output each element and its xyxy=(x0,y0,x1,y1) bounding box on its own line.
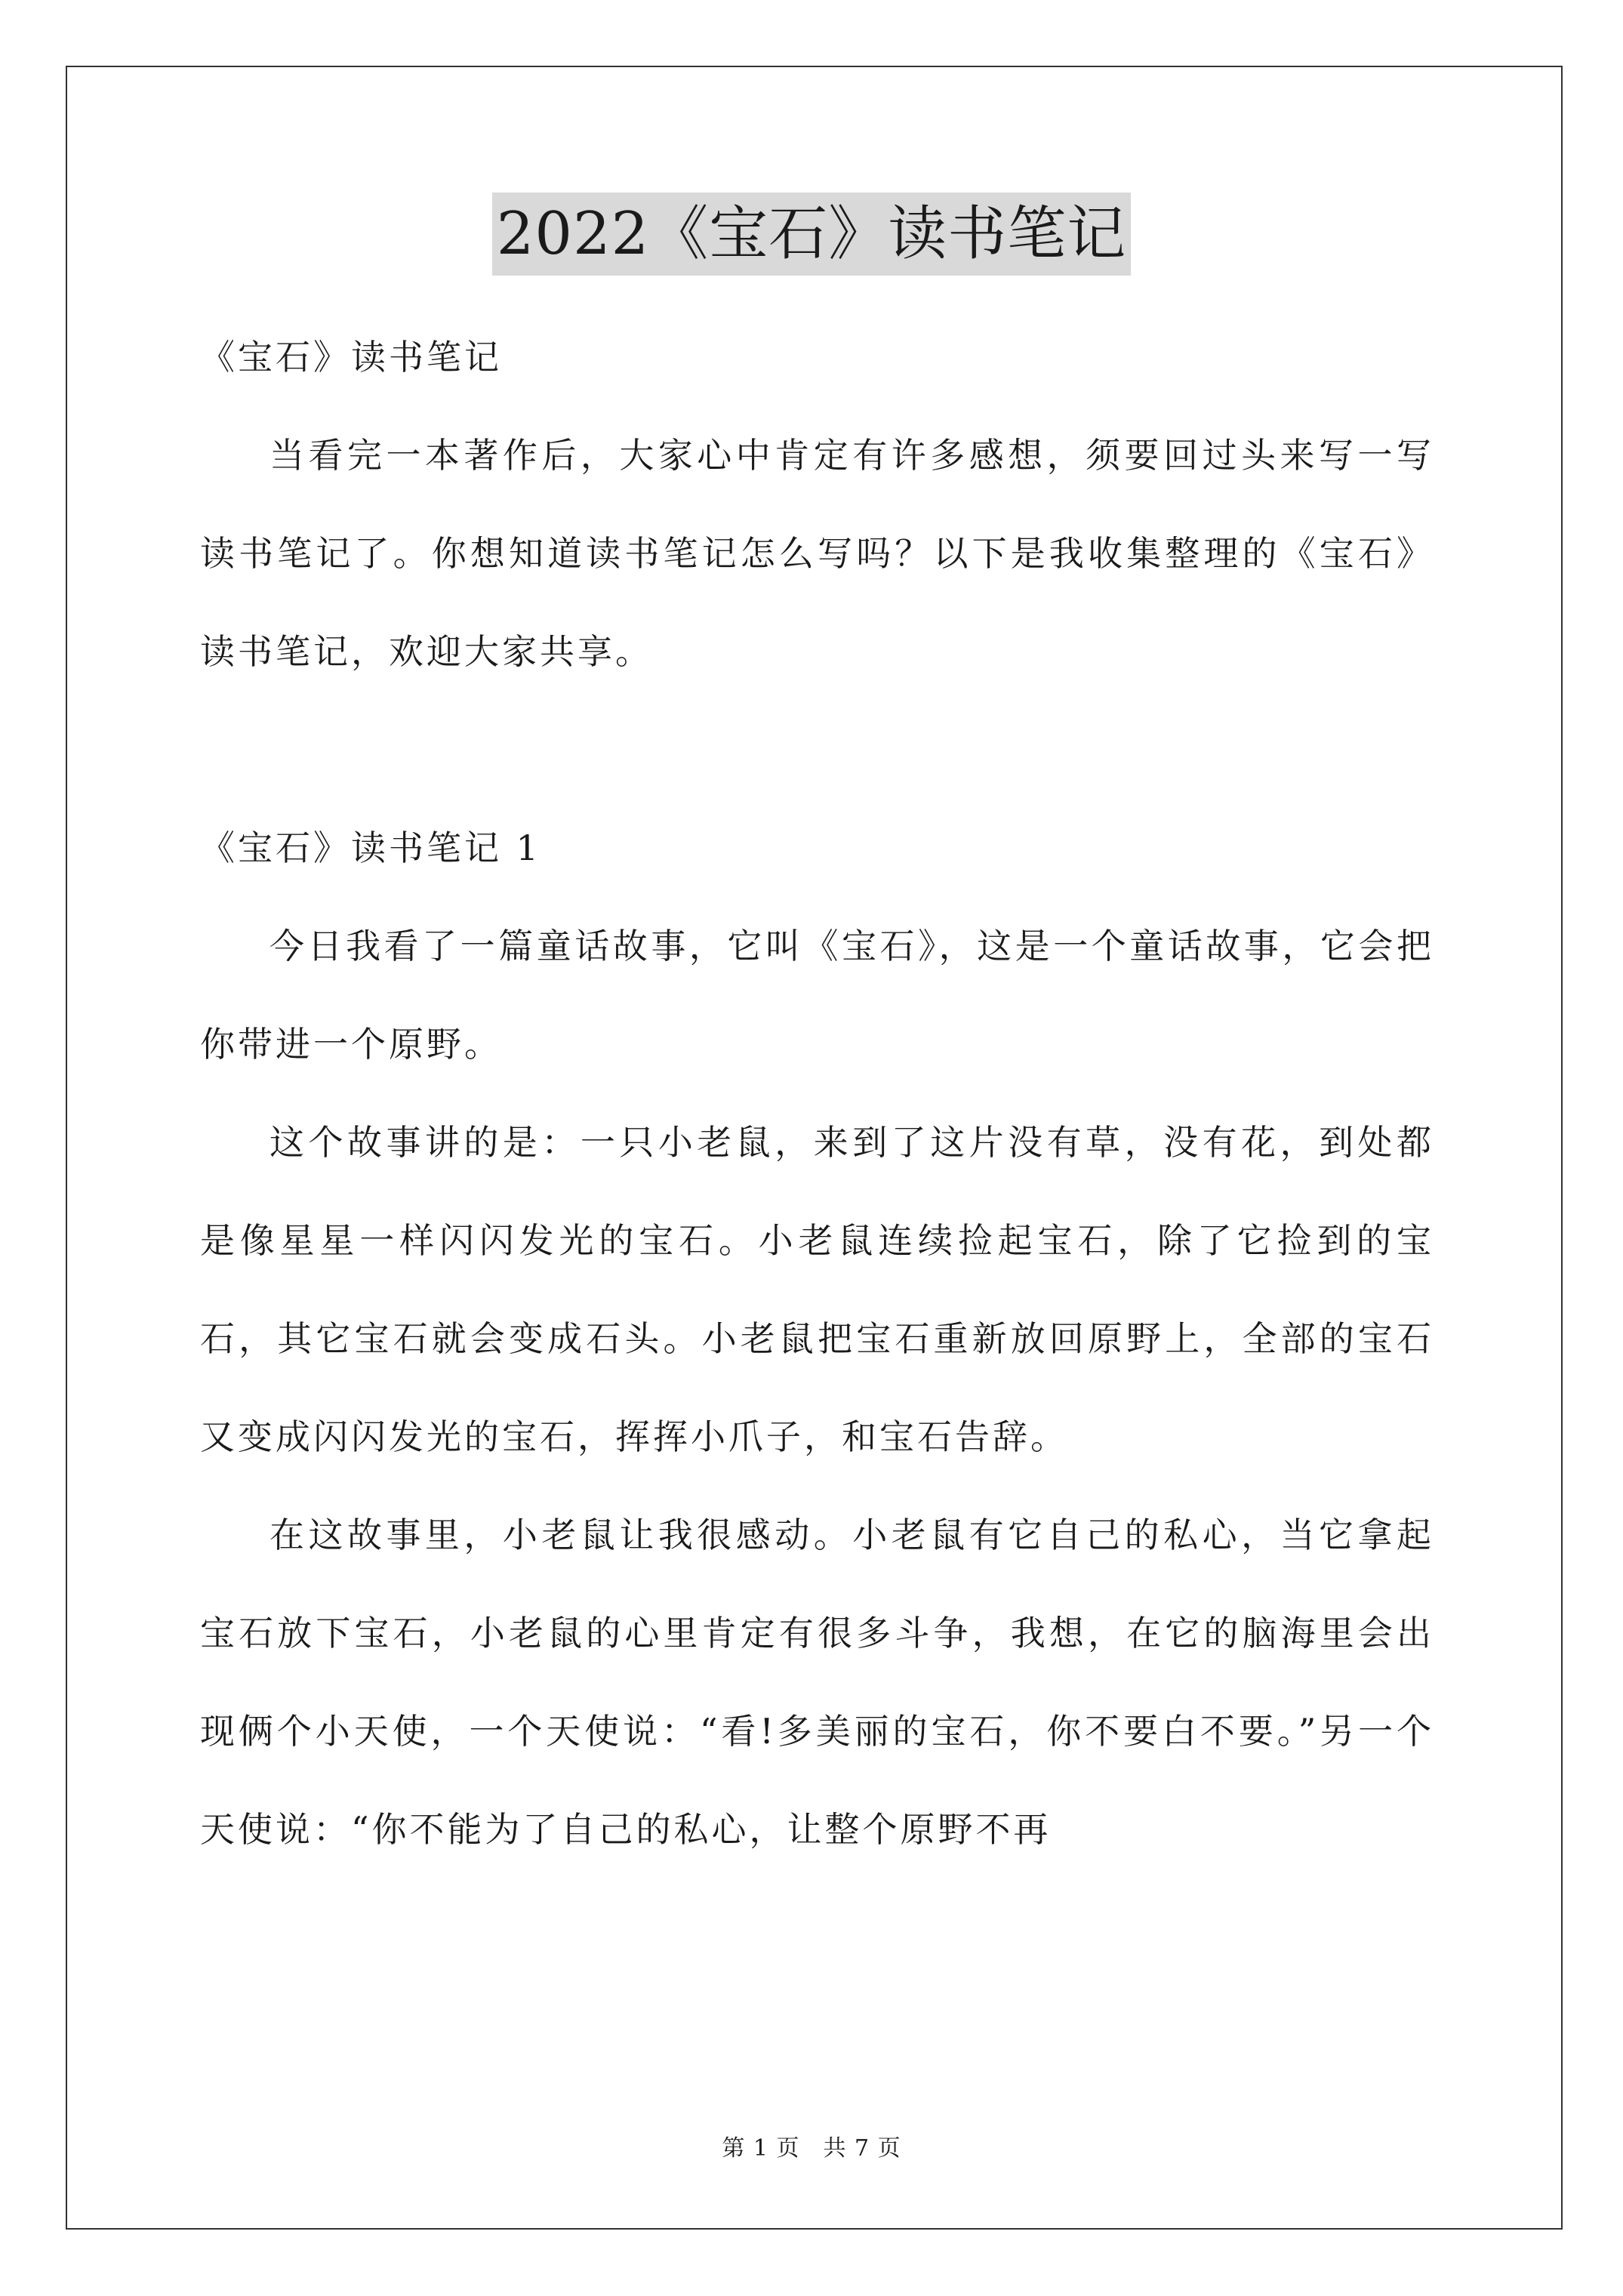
body-paragraph: 这个故事讲的是：一只小老鼠，来到了这片没有草，没有花，到处都是像星星一样闪闪发光的宝石。小老鼠连续捡起宝石，除了它捡到的宝石，其它宝石就会变成石头。小老鼠把宝石重新放回原野上，全部的宝石又变成闪闪发光的宝石，挥挥小爪子，和宝石告辞。 xyxy=(200,1122,1434,1457)
document-body xyxy=(200,308,1434,1878)
subsection-heading: 《宝石》读书笔记 1 xyxy=(200,827,541,868)
intro-paragraph: 当看完一本著作后，大家心中肯定有许多感想，须要回过头来写一写读书笔记了。你想知道读书笔记怎么写吗？以下是我收集整理的《宝石》读书笔记，欢迎大家共享。 xyxy=(200,435,1434,672)
page-number: 第 1 页 共 7 页 xyxy=(722,2135,901,2162)
body-paragraph: 今日我看了一篇童话故事，它叫《宝石》，这是一个童话故事，它会把你带进一个原野。 xyxy=(200,926,1434,1065)
document-title-text: 2022《宝石》读书笔记 xyxy=(492,193,1132,276)
section-heading: 《宝石》读书笔记 xyxy=(200,337,502,378)
page-footer xyxy=(0,2134,1623,2164)
section-spacer xyxy=(200,701,1434,799)
document-title xyxy=(0,193,1623,276)
body-paragraph: 在这故事里，小老鼠让我很感动。小老鼠有它自己的私心，当它拿起宝石放下宝石，小老鼠的心里肯定有很多斗争，我想，在它的脑海里会出现俩个小天使，一个天使说：“看!多美丽的宝石，你不要白不要。”另一个天使说：“你不能为了自己的私心，让整个原野不再 xyxy=(200,1515,1434,1850)
